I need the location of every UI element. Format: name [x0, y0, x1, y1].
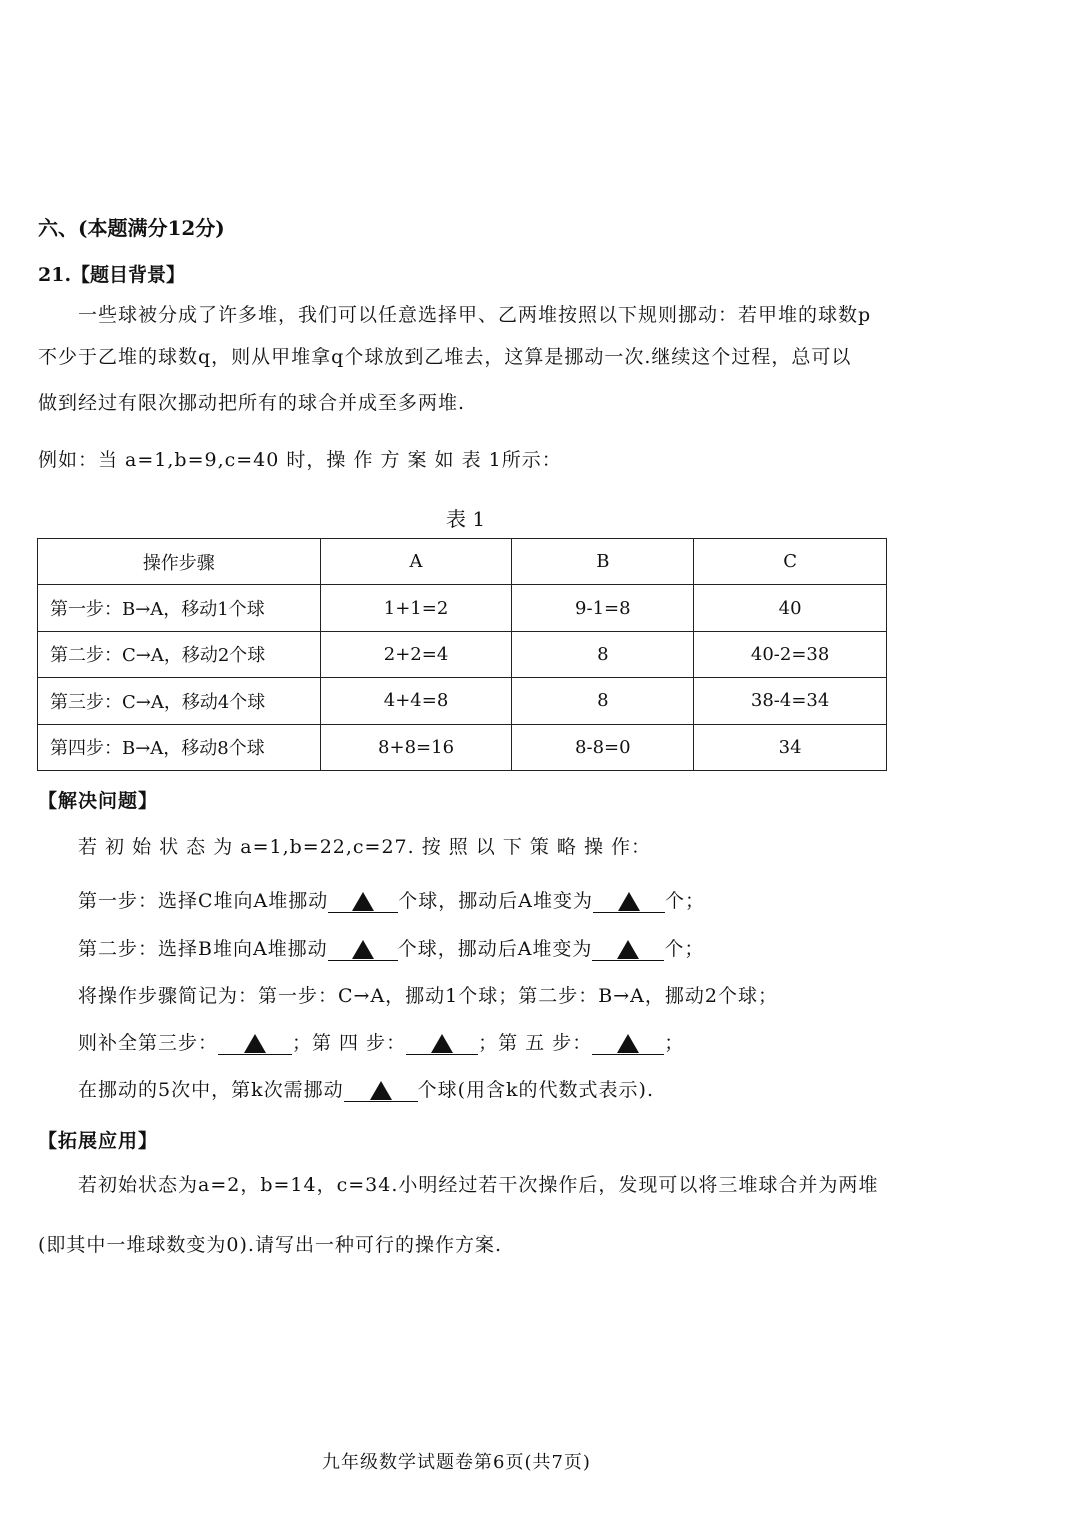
table-cell: 8 — [512, 678, 694, 724]
triangle-icon — [370, 1081, 392, 1100]
kth-text-b: 个球(用含k的代数式表示). — [417, 1079, 654, 1101]
triangle-icon — [618, 892, 640, 911]
operations-table — [37, 538, 887, 771]
table-cell: 2+2=4 — [320, 631, 512, 677]
answer-blank[interactable] — [592, 1032, 664, 1055]
triangle-icon — [244, 1034, 266, 1053]
solve-initial: 若 初 始 状 态 为 a=1,b=22,c=27. 按 照 以 下 策 略 操 作： — [78, 836, 652, 858]
header-b: B — [512, 539, 694, 585]
solve-heading: 【解决问题】 — [38, 790, 159, 812]
answer-blank[interactable] — [406, 1032, 478, 1055]
step2-text-a: 第二步：选择B堆向A堆挪动 — [78, 938, 328, 960]
step2-text-c: 个； — [664, 938, 705, 960]
answer-blank[interactable] — [593, 890, 665, 913]
section-title: 六、(本题满分12分) — [38, 216, 225, 240]
table-caption: 表 1 — [446, 507, 486, 531]
answer-blank[interactable] — [218, 1032, 292, 1055]
background-line-2: 不少于乙堆的球数q，则从甲堆拿q个球放到乙堆去，这算是挪动一次.继续这个过程，总可以 — [38, 346, 852, 368]
step1-text-a: 第一步：选择C堆向A堆挪动 — [78, 890, 329, 912]
answer-blank[interactable] — [328, 890, 398, 913]
kth-text-a: 在挪动的5次中，第k次需挪动 — [78, 1079, 344, 1101]
extend-line-1: 若初始状态为a=2，b=14，c=34.小明经过若干次操作后，发现可以将三堆球合并为两堆 — [78, 1174, 879, 1196]
question-label: 21.【题目背景】 — [38, 264, 186, 286]
page-footer: 九年级数学试题卷第6页(共7页) — [322, 1452, 591, 1473]
fill-text-d: ； — [664, 1032, 685, 1054]
table-cell: 38-4=34 — [694, 678, 887, 724]
fill-text-b: ；第 四 步： — [292, 1032, 407, 1054]
table-row — [38, 724, 887, 770]
fill-text-c: ；第 五 步： — [478, 1032, 593, 1054]
table-cell: 34 — [694, 724, 887, 770]
table-cell: 1+1=2 — [320, 585, 512, 631]
triangle-icon — [617, 1034, 639, 1053]
table-cell: 8 — [512, 631, 694, 677]
table-cell: 40-2=38 — [694, 631, 887, 677]
solve-step-1 — [78, 886, 705, 913]
background-line-1: 一些球被分成了许多堆，我们可以任意选择甲、乙两堆按照以下规则挪动：若甲堆的球数p — [78, 304, 872, 326]
step1-text-c: 个； — [665, 890, 706, 912]
header-a: A — [320, 539, 512, 585]
table-cell: 40 — [694, 585, 887, 631]
table-cell: 第四步：B→A，移动8个球 — [38, 724, 321, 770]
answer-blank[interactable] — [592, 938, 664, 961]
table-row — [38, 585, 887, 631]
triangle-icon — [617, 940, 639, 959]
table-cell: 4+4=8 — [320, 678, 512, 724]
step2-text-b: 个球，挪动后A堆变为 — [397, 938, 593, 960]
header-steps: 操作步骤 — [38, 539, 321, 585]
table-cell: 8-8=0 — [512, 724, 694, 770]
answer-blank[interactable] — [344, 1079, 418, 1102]
table-row — [38, 631, 887, 677]
solve-kth — [78, 1075, 654, 1102]
triangle-icon — [352, 940, 374, 959]
table-cell: 第二步：C→A，移动2个球 — [38, 631, 321, 677]
example-text: 例如：当 a=1,b=9,c=40 时，操 作 方 案 如 表 1所示： — [38, 449, 562, 471]
solve-step-2 — [78, 934, 704, 961]
solve-fill-steps — [78, 1028, 684, 1055]
extend-heading: 【拓展应用】 — [38, 1130, 159, 1152]
step1-text-b: 个球，挪动后A堆变为 — [398, 890, 593, 912]
extend-line-2: (即其中一堆球数变为0).请写出一种可行的操作方案. — [38, 1234, 502, 1256]
table-cell: 9-1=8 — [512, 585, 694, 631]
background-line-3: 做到经过有限次挪动把所有的球合并成至多两堆. — [38, 392, 466, 414]
answer-blank[interactable] — [328, 938, 398, 961]
solve-record: 将操作步骤简记为：第一步：C→A，挪动1个球；第二步：B→A，挪动2个球； — [78, 985, 778, 1007]
triangle-icon — [352, 892, 374, 911]
table-header-row — [38, 539, 887, 585]
table-cell: 第一步：B→A，移动1个球 — [38, 585, 321, 631]
fill-text-a: 则补全第三步： — [78, 1032, 219, 1054]
header-c: C — [694, 539, 887, 585]
table-cell: 8+8=16 — [320, 724, 512, 770]
table-row — [38, 678, 887, 724]
table-cell: 第三步：C→A，移动4个球 — [38, 678, 321, 724]
triangle-icon — [431, 1034, 453, 1053]
